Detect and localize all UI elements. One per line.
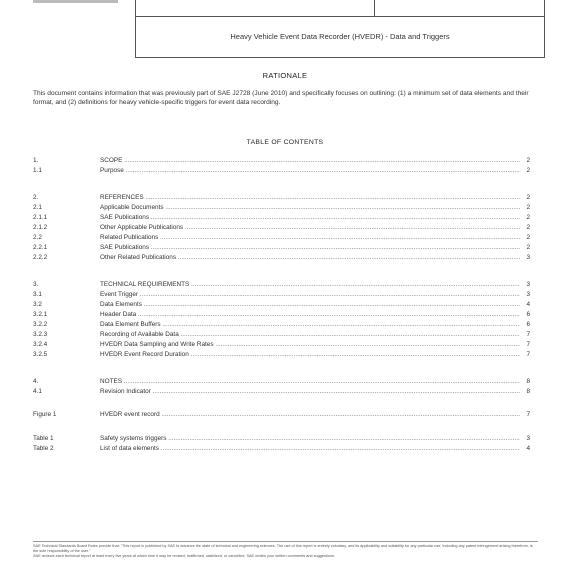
toc-entry-title: REFERENCES .....	[100, 194, 520, 202]
toc-entry[interactable]	[33, 411, 530, 419]
toc-entry-page: 4	[526, 445, 530, 452]
toc-entry-title: HVEDR Data Sampling and Write Rates .....	[100, 341, 520, 349]
document-title: Heavy Vehicle Event Data Recorder (HVEDR) - Data and Triggers	[230, 32, 450, 41]
toc-entry-number: 2.2.2	[33, 254, 48, 261]
toc-entry[interactable]	[33, 435, 530, 443]
toc-entry-page: 4	[526, 301, 530, 308]
header-cell-divider	[374, 0, 375, 16]
toc-entry-title: SAE Publications .....	[100, 244, 520, 252]
toc-entry-title: NOTES .....	[100, 378, 520, 386]
toc-entry-page: 2	[526, 167, 530, 174]
toc-entry-number: 1.1	[33, 167, 42, 174]
toc-entry[interactable]	[33, 214, 530, 222]
toc-entry-page: 8	[526, 378, 530, 385]
toc-entry-number: 3.2	[33, 301, 42, 308]
footer-notice	[33, 544, 538, 559]
footer-notice-line-1: SAE Technical Standards Board Rules provide that: "This report is published by SAE to advance the state of technical and engineering sciences. The use of this report is entirely voluntary, and its applicability and suitability for any particular use, including any patent infringement arising therefrom, is the sole responsibility of the user."	[33, 544, 533, 553]
toc-entry-number: 3.	[33, 281, 39, 288]
toc-entry-title: List of data elements .....	[100, 445, 520, 453]
toc-entry-page: 3	[526, 281, 530, 288]
toc-entry[interactable]	[33, 311, 530, 319]
toc-entry[interactable]	[33, 157, 530, 165]
toc-entry-page: 7	[526, 351, 530, 358]
top-left-rule	[33, 0, 118, 3]
toc-entry-page: 7	[526, 331, 530, 338]
toc-entry[interactable]	[33, 351, 530, 359]
toc-entry-title: Event Trigger .....	[100, 291, 520, 299]
toc-entry[interactable]	[33, 445, 530, 453]
toc-entry-page: 2	[526, 194, 530, 201]
toc-entry-page: 7	[526, 411, 530, 418]
footer-notice-line-2: SAE reviews each technical report at least every five years at which time it may be revised, reaffirmed, stabilized, or cancelled. SAE invites your written comments and suggestions.	[33, 554, 335, 558]
toc-entry-page: 3	[526, 435, 530, 442]
toc-entry-number: 2.1.1	[33, 214, 48, 221]
toc-entry-number: 2.1	[33, 204, 42, 211]
toc-heading: TABLE OF CONTENTS	[246, 139, 324, 146]
toc-entry-number: 2.2	[33, 234, 42, 241]
toc-entry-title: Other Related Publications .....	[100, 254, 520, 262]
toc-entry-number: 3.1	[33, 291, 42, 298]
toc-entry[interactable]	[33, 321, 530, 329]
rationale-heading: RATIONALE	[262, 71, 308, 80]
toc-entry[interactable]	[33, 341, 530, 349]
toc-entry-page: 2	[526, 157, 530, 164]
toc-entry-title: TECHNICAL REQUIREMENTS .....	[100, 281, 520, 289]
toc-entry-title: Header Data .....	[100, 311, 520, 319]
toc-entry[interactable]	[33, 194, 530, 202]
rationale-paragraph: This document contains information that was previously part of SAE J2728 (June 2010) and specifically focuses on outlining: (1) a minimum set of data elements and their format, and (2) definitions for heavy vehicle-specific triggers for event data recording.	[33, 90, 529, 106]
toc-entry-number: Figure 1	[33, 411, 57, 418]
toc-entry-page: 2	[526, 204, 530, 211]
toc-entry-title: SAE Publications .....	[100, 214, 520, 222]
toc-entry-title: Safety systems triggers .....	[100, 435, 520, 443]
document-header-box	[135, 0, 545, 58]
toc-entry[interactable]	[33, 224, 530, 232]
toc-entry[interactable]	[33, 331, 530, 339]
toc-entry-page: 6	[526, 311, 530, 318]
toc-entry-number: 3.2.3	[33, 331, 48, 338]
toc-entry[interactable]	[33, 281, 530, 289]
toc-entry-number: 2.	[33, 194, 39, 201]
toc-entry[interactable]	[33, 204, 530, 212]
toc-entry-number: 2.2.1	[33, 244, 48, 251]
header-top-cells	[136, 0, 544, 17]
toc-entry-title: Related Publications .....	[100, 234, 520, 242]
toc-entry-title: Revision Indicator .....	[100, 388, 520, 396]
toc-entry-title: SCOPE .....	[100, 157, 520, 165]
toc-entry-page: 2	[526, 234, 530, 241]
toc-entry-title: Data Element Buffers .....	[100, 321, 520, 329]
toc-entry[interactable]	[33, 167, 530, 175]
toc-entry-number: Table 1	[33, 435, 54, 442]
toc-entry-number: 2.1.2	[33, 224, 48, 231]
toc-entry-number: 1.	[33, 157, 39, 164]
toc-entry-title: HVEDR Event Record Duration .....	[100, 351, 520, 359]
toc-entry-title: Applicable Documents .....	[100, 204, 520, 212]
toc-entry-number: 3.2.1	[33, 311, 48, 318]
toc-entry[interactable]	[33, 244, 530, 252]
toc-entry-page: 6	[526, 321, 530, 328]
toc-entry-page: 2	[526, 224, 530, 231]
toc-entry-page: 3	[526, 291, 530, 298]
toc-entry-title: Recording of Available Data .....	[100, 331, 520, 339]
toc-entry-title: HVEDR event record .....	[100, 411, 520, 419]
toc-entry[interactable]	[33, 301, 530, 309]
toc-entry-title: Purpose .....	[100, 167, 520, 175]
footer-divider	[33, 541, 538, 542]
toc-entry-number: 3.2.4	[33, 341, 48, 348]
toc-entry[interactable]	[33, 254, 530, 262]
toc-entry-page: 7	[526, 341, 530, 348]
toc-entry[interactable]	[33, 388, 530, 396]
toc-entry-number: 4.	[33, 378, 39, 385]
toc-entry-number: 3.2.5	[33, 351, 48, 358]
toc-entry-number: 4.1	[33, 388, 42, 395]
toc-entry-number: 3.2.2	[33, 321, 48, 328]
toc-entry[interactable]	[33, 291, 530, 299]
toc-entry-page: 8	[526, 388, 530, 395]
toc-entry-number: Table 2	[33, 445, 54, 452]
toc-entry[interactable]	[33, 378, 530, 386]
toc-entry-page: 2	[526, 214, 530, 221]
toc-entry-page: 3	[526, 254, 530, 261]
toc-entry-title: Other Applicable Publications .....	[100, 224, 520, 232]
toc-entry-page: 2	[526, 244, 530, 251]
toc-entry[interactable]	[33, 234, 530, 242]
toc-entry-title: Data Elements .....	[100, 301, 520, 309]
